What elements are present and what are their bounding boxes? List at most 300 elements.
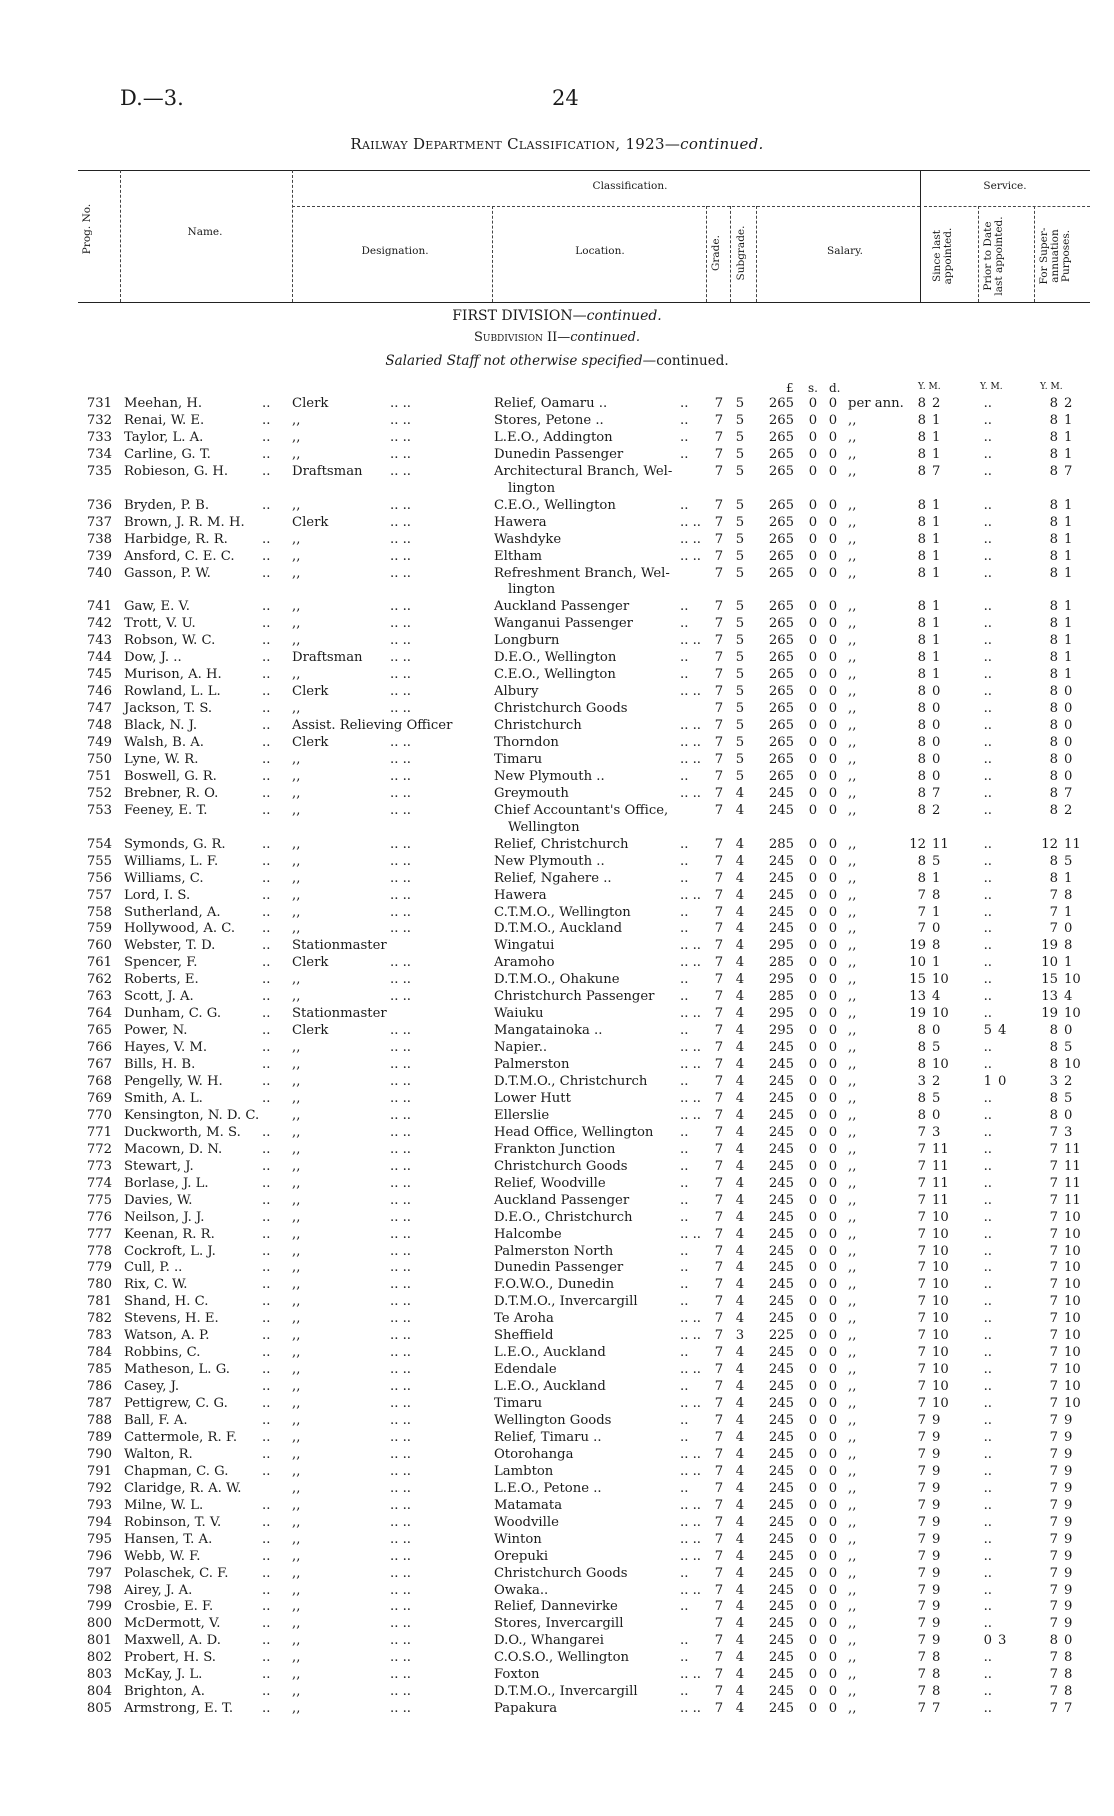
- salary-pence: 0: [828, 1294, 838, 1310]
- designation: ,,: [292, 1497, 301, 1513]
- subgrade: 4: [735, 1124, 745, 1140]
- subgrade: 4: [735, 1107, 745, 1123]
- grade: 7: [714, 565, 724, 581]
- designation: ,,: [292, 1107, 301, 1123]
- table-row: [0, 1193, 1114, 1210]
- super-months: 1: [1064, 904, 1073, 920]
- salary-pence: 0: [828, 972, 838, 988]
- since-years: 8: [917, 650, 926, 666]
- divider-location: [706, 206, 707, 302]
- location-continuation: lington: [508, 480, 556, 496]
- designation-leader: .. ..: [390, 1480, 411, 1496]
- super-months: 1: [1064, 650, 1073, 666]
- salary-pence: 0: [828, 1497, 838, 1513]
- salary-period: ,,: [848, 1684, 857, 1700]
- since-months: 9: [932, 1514, 941, 1530]
- super-months: 1: [1064, 412, 1073, 428]
- prior-years: ..: [983, 531, 992, 547]
- prior-years: ..: [983, 1260, 992, 1276]
- prior-years: ..: [983, 1531, 992, 1547]
- subgrade: 5: [735, 616, 745, 632]
- designation-leader: .. ..: [390, 531, 411, 547]
- subgrade: 4: [735, 972, 745, 988]
- name-leader: ..: [262, 1684, 271, 1700]
- since-years: 7: [917, 1684, 926, 1700]
- salary-pence: 0: [828, 1023, 838, 1039]
- since-years: 7: [917, 1565, 926, 1581]
- designation-leader: .. ..: [390, 1090, 411, 1106]
- super-months: 9: [1064, 1616, 1073, 1632]
- super-years: 7: [1049, 1548, 1058, 1564]
- salary-period: ,,: [848, 768, 857, 784]
- salary-period: per ann.: [848, 396, 904, 411]
- table-row: [0, 684, 1114, 701]
- table-row: [0, 871, 1114, 888]
- divider-subgrade: [756, 206, 757, 302]
- salary-pence: 0: [828, 1684, 838, 1700]
- super-years: 8: [1049, 412, 1058, 428]
- prog-number: 747: [86, 701, 112, 717]
- designation-leader: .. ..: [390, 396, 411, 411]
- location: D.O., Whangarei: [494, 1633, 604, 1649]
- location: Woodville: [494, 1514, 559, 1530]
- designation-leader: .. ..: [390, 1684, 411, 1700]
- subgrade: 4: [735, 1158, 745, 1174]
- super-months: 9: [1064, 1514, 1073, 1530]
- subgrade: 4: [735, 1311, 745, 1327]
- location-leader: ..: [680, 1023, 689, 1039]
- salary-pounds: 265: [768, 616, 794, 632]
- salary-pence: 0: [828, 955, 838, 971]
- since-months: 1: [932, 599, 941, 615]
- salary-pence: 0: [828, 904, 838, 920]
- since-months: 2: [932, 396, 941, 411]
- since-years: 7: [917, 1463, 926, 1479]
- location-leader: ..: [680, 1260, 689, 1276]
- since-years: 7: [917, 1311, 926, 1327]
- table-row: [0, 1260, 1114, 1277]
- salary-period: ,,: [848, 1548, 857, 1564]
- subgrade: 4: [735, 1260, 745, 1276]
- salary-period: ,,: [848, 650, 857, 666]
- designation-leader: .. ..: [390, 853, 411, 869]
- salary-period: ,,: [848, 1328, 857, 1344]
- designation: ,,: [292, 429, 301, 445]
- designation: ,,: [292, 1379, 301, 1395]
- name-leader: ..: [262, 836, 271, 852]
- table-row: [0, 989, 1114, 1006]
- designation-leader: .. ..: [390, 599, 411, 615]
- designation: ,,: [292, 1260, 301, 1276]
- subgrade: 4: [735, 870, 745, 886]
- prog-number: 756: [86, 870, 112, 886]
- super-years: 7: [1049, 1599, 1058, 1615]
- grade: 7: [714, 1379, 724, 1395]
- location-leader: .. ..: [680, 785, 701, 801]
- subgrade: 5: [735, 667, 745, 683]
- salary-pounds: 225: [768, 1328, 794, 1344]
- location: Hawera: [494, 887, 547, 903]
- location-leader: ..: [680, 1277, 689, 1293]
- designation: ,,: [292, 904, 301, 920]
- divider-since: [978, 206, 979, 302]
- since-years: 7: [917, 1633, 926, 1649]
- table-row: [0, 1549, 1114, 1566]
- designation: ,,: [292, 531, 301, 547]
- salary-pence: 0: [828, 718, 838, 734]
- salary-period: ,,: [848, 1650, 857, 1666]
- grade: 7: [714, 1497, 724, 1513]
- prior-years: ..: [983, 735, 992, 750]
- employee-name: Kensington, N. D. C.: [124, 1107, 260, 1123]
- salary-pence: 0: [828, 633, 838, 649]
- salary-shillings: 0: [808, 1294, 818, 1310]
- grade: 7: [714, 1209, 724, 1225]
- subgrade: 4: [735, 1413, 745, 1428]
- super-years: 8: [1049, 802, 1058, 818]
- prior-years: ..: [983, 938, 992, 954]
- prog-number: 771: [86, 1124, 112, 1140]
- designation-leader: .. ..: [390, 836, 411, 852]
- header-since-last: Since last appointed.: [931, 227, 954, 285]
- salary-pounds: 245: [768, 1531, 794, 1547]
- salary-period: ,,: [848, 1209, 857, 1225]
- designation-leader: .. ..: [390, 1565, 411, 1581]
- designation: ,,: [292, 1480, 301, 1496]
- designation: ,,: [292, 1429, 301, 1445]
- grade: 7: [714, 1226, 724, 1242]
- salary-period: ,,: [848, 599, 857, 615]
- grade: 7: [714, 1243, 724, 1259]
- salary-period: ,,: [848, 1074, 857, 1089]
- since-years: 8: [917, 1057, 926, 1073]
- super-months: 11: [1064, 1141, 1081, 1157]
- salary-period: ,,: [848, 718, 857, 734]
- since-months: 1: [932, 955, 941, 971]
- super-years: 12: [1041, 836, 1058, 852]
- salary-shillings: 0: [808, 1141, 818, 1157]
- since-months: 0: [932, 1023, 941, 1039]
- grade: 7: [714, 955, 724, 971]
- designation-leader: .. ..: [390, 429, 411, 445]
- designation: Draftsman: [292, 650, 363, 666]
- location-leader: .. ..: [680, 1531, 701, 1547]
- subgrade: 5: [735, 548, 745, 564]
- subgrade: 4: [735, 1514, 745, 1530]
- location: Halcombe: [494, 1226, 562, 1242]
- salary-pounds: 245: [768, 887, 794, 903]
- subgrade: 5: [735, 684, 745, 700]
- subgrade: 4: [735, 802, 745, 818]
- unit-pence: d.: [829, 381, 841, 395]
- grade: 7: [714, 768, 724, 784]
- prog-number: 805: [86, 1701, 112, 1717]
- grade: 7: [714, 870, 724, 886]
- name-leader: ..: [262, 718, 271, 734]
- super-years: 7: [1049, 1226, 1058, 1242]
- subgrade: 4: [735, 1023, 745, 1039]
- salary-shillings: 0: [808, 836, 818, 852]
- salary-shillings: 0: [808, 599, 818, 615]
- super-months: 1: [1064, 955, 1073, 971]
- super-months: 11: [1064, 1175, 1081, 1191]
- salary-period: ,,: [848, 446, 857, 462]
- subdivision-continued: continued.: [570, 330, 641, 345]
- designation: ,,: [292, 599, 301, 615]
- employee-name: Bryden, P. B.: [124, 497, 210, 513]
- prog-number: 783: [86, 1328, 112, 1344]
- location-leader: ..: [680, 1565, 689, 1581]
- location-leader: ..: [680, 1429, 689, 1445]
- prog-number: 732: [86, 412, 112, 428]
- salary-shillings: 0: [808, 1006, 818, 1022]
- since-months: 9: [932, 1548, 941, 1564]
- designation-leader: .. ..: [390, 1531, 411, 1547]
- name-leader: ..: [262, 1701, 271, 1717]
- designation: ,,: [292, 1040, 301, 1056]
- name-leader: ..: [262, 446, 271, 462]
- designation-leader: .. ..: [390, 870, 411, 886]
- location-leader: ..: [680, 1209, 689, 1225]
- header-name: Name.: [187, 226, 223, 238]
- name-leader: ..: [262, 1023, 271, 1039]
- table-row: [0, 1125, 1114, 1142]
- salary-pence: 0: [828, 667, 838, 683]
- prog-number: 797: [86, 1565, 112, 1581]
- table-row: [0, 718, 1114, 735]
- employee-name: Macown, D. N.: [124, 1141, 223, 1157]
- salary-pounds: 245: [768, 1158, 794, 1174]
- since-months: 10: [932, 1345, 949, 1361]
- designation: ,,: [292, 616, 301, 632]
- name-leader: ..: [262, 684, 271, 700]
- super-years: 8: [1049, 870, 1058, 886]
- salary-shillings: 0: [808, 514, 818, 530]
- prog-number: 746: [86, 684, 112, 700]
- location-leader: .. ..: [680, 1362, 701, 1378]
- salary-period: ,,: [848, 1429, 857, 1445]
- salary-period: ,,: [848, 1531, 857, 1547]
- name-leader: ..: [262, 1413, 271, 1428]
- salary-pence: 0: [828, 1141, 838, 1157]
- salary-shillings: 0: [808, 616, 818, 632]
- salary-pence: 0: [828, 565, 838, 581]
- subgrade: 4: [735, 1294, 745, 1310]
- service-rule: [924, 206, 1090, 207]
- grade: 7: [714, 1616, 724, 1632]
- name-leader: ..: [262, 531, 271, 547]
- subgrade: 5: [735, 701, 745, 717]
- super-years: 7: [1049, 1158, 1058, 1174]
- salary-shillings: 0: [808, 1277, 818, 1293]
- table-row: [0, 1328, 1114, 1345]
- salary-pence: 0: [828, 802, 838, 818]
- salary-period: ,,: [848, 1057, 857, 1073]
- location-leader: ..: [680, 1124, 689, 1140]
- salary-period: ,,: [848, 1497, 857, 1513]
- prior-years: ..: [983, 701, 992, 717]
- salary-pence: 0: [828, 1633, 838, 1649]
- super-years: 7: [1049, 1667, 1058, 1683]
- prior-years: ..: [983, 870, 992, 886]
- grade: 7: [714, 1531, 724, 1547]
- designation: ,,: [292, 701, 301, 717]
- since-months: 1: [932, 650, 941, 666]
- super-months: 1: [1064, 870, 1073, 886]
- table-row: [0, 1413, 1114, 1430]
- prog-number: 773: [86, 1158, 112, 1174]
- location-leader: .. ..: [680, 1107, 701, 1123]
- prior-years: ..: [983, 1667, 992, 1683]
- prog-number: 772: [86, 1141, 112, 1157]
- since-years: 8: [917, 548, 926, 564]
- name-leader: ..: [262, 1345, 271, 1361]
- name-leader: ..: [262, 938, 271, 954]
- location: Christchurch Goods: [494, 701, 628, 717]
- table-row: [0, 701, 1114, 718]
- location-leader: .. ..: [680, 1497, 701, 1513]
- location-leader: .. ..: [680, 1090, 701, 1106]
- prior-years: ..: [983, 684, 992, 700]
- prior-years: 0: [983, 1633, 992, 1649]
- table-row: [0, 1396, 1114, 1413]
- since-months: 0: [932, 921, 941, 937]
- prior-years: ..: [983, 768, 992, 784]
- prior-years: ..: [983, 1379, 992, 1395]
- super-months: 1: [1064, 599, 1073, 615]
- employee-name: Rix, C. W.: [124, 1277, 188, 1293]
- salary-shillings: 0: [808, 1209, 818, 1225]
- location-leader: ..: [680, 1141, 689, 1157]
- since-years: 8: [917, 1107, 926, 1123]
- name-leader: ..: [262, 412, 271, 428]
- header-prog-no: Prog. No.: [81, 203, 93, 255]
- salary-pence: 0: [828, 1463, 838, 1479]
- super-years: 7: [1049, 1565, 1058, 1581]
- salary-shillings: 0: [808, 1175, 818, 1191]
- super-years: 7: [1049, 1396, 1058, 1412]
- super-years: 15: [1041, 972, 1058, 988]
- grade: 7: [714, 1057, 724, 1073]
- grade: 7: [714, 921, 724, 937]
- since-years: 8: [917, 667, 926, 683]
- name-leader: ..: [262, 1616, 271, 1632]
- location: Architectural Branch, Wel-: [494, 463, 673, 479]
- designation-leader: .. ..: [390, 1582, 411, 1598]
- subgrade: 4: [735, 1531, 745, 1547]
- location-leader: .. ..: [680, 751, 701, 767]
- location: Edendale: [494, 1362, 557, 1378]
- super-years: 7: [1049, 1124, 1058, 1140]
- designation: ,,: [292, 1548, 301, 1564]
- prior-years: ..: [983, 1090, 992, 1106]
- salary-period: ,,: [848, 1023, 857, 1039]
- super-years: 7: [1049, 1192, 1058, 1208]
- salary-shillings: 0: [808, 921, 818, 937]
- since-years: 8: [917, 1090, 926, 1106]
- salary-period: ,,: [848, 1345, 857, 1361]
- location: D.T.M.O., Christchurch: [494, 1074, 648, 1089]
- since-years: 8: [917, 565, 926, 581]
- since-months: 1: [932, 633, 941, 649]
- location-leader: ..: [680, 768, 689, 784]
- prog-number: 736: [86, 497, 112, 513]
- subgrade: 4: [735, 1141, 745, 1157]
- salary-period: ,,: [848, 1582, 857, 1598]
- since-months: 9: [932, 1565, 941, 1581]
- table-row: [0, 752, 1114, 769]
- name-leader: ..: [262, 497, 271, 513]
- employee-name: Watson, A. P.: [124, 1328, 210, 1344]
- location-leader: ..: [680, 1413, 689, 1428]
- super-months: 10: [1064, 1057, 1081, 1073]
- super-years: 8: [1049, 463, 1058, 479]
- location-leader: .. ..: [680, 938, 701, 954]
- prior-years: ..: [983, 1209, 992, 1225]
- salary-shillings: 0: [808, 1548, 818, 1564]
- salary-shillings: 0: [808, 751, 818, 767]
- salary-shillings: 0: [808, 1701, 818, 1717]
- employee-name: Black, N. J.: [124, 718, 198, 734]
- designation: ,,: [292, 1599, 301, 1615]
- prog-number: 777: [86, 1226, 112, 1242]
- prior-years: ..: [983, 1362, 992, 1378]
- employee-name: Renai, W. E.: [124, 412, 205, 428]
- location: Relief, Dannevirke: [494, 1599, 618, 1615]
- location-leader: ..: [680, 1480, 689, 1496]
- salary-period: ,,: [848, 497, 857, 513]
- subgrade: 4: [735, 1209, 745, 1225]
- subgrade: 4: [735, 1548, 745, 1564]
- location: D.T.M.O., Ohakune: [494, 972, 620, 988]
- salary-period: ,,: [848, 921, 857, 937]
- super-years: 7: [1049, 1650, 1058, 1666]
- grade: 7: [714, 1684, 724, 1700]
- location: C.O.S.O., Wellington: [494, 1650, 630, 1666]
- grade: 7: [714, 1311, 724, 1327]
- subgrade: 4: [735, 1497, 745, 1513]
- salary-period: ,,: [848, 633, 857, 649]
- since-months: 8: [932, 1667, 941, 1683]
- salary-period: ,,: [848, 463, 857, 479]
- location-leader: ..: [680, 1345, 689, 1361]
- salary-shillings: 0: [808, 1514, 818, 1530]
- salary-shillings: 0: [808, 1446, 818, 1462]
- super-months: 10: [1064, 972, 1081, 988]
- prior-years: ..: [983, 1463, 992, 1479]
- grade: 7: [714, 1141, 724, 1157]
- super-years: 7: [1049, 1480, 1058, 1496]
- designation: ,,: [292, 1531, 301, 1547]
- salary-pounds: 265: [768, 548, 794, 564]
- name-leader: ..: [262, 1311, 271, 1327]
- employee-name: Robieson, G. H.: [124, 463, 229, 479]
- since-months: 9: [932, 1531, 941, 1547]
- salary-pence: 0: [828, 836, 838, 852]
- prog-number: 789: [86, 1429, 112, 1445]
- prior-years: ..: [983, 1328, 992, 1344]
- since-years: 8: [917, 1023, 926, 1039]
- prog-number: 739: [86, 548, 112, 564]
- employee-name: Carline, G. T.: [124, 446, 211, 462]
- designation: Stationmaster: [292, 938, 387, 954]
- since-years: 7: [917, 1497, 926, 1513]
- designation-leader: .. ..: [390, 1294, 411, 1310]
- table-row: [0, 515, 1114, 532]
- prog-number: 804: [86, 1684, 112, 1700]
- salary-shillings: 0: [808, 887, 818, 903]
- location-leader: ..: [680, 1175, 689, 1191]
